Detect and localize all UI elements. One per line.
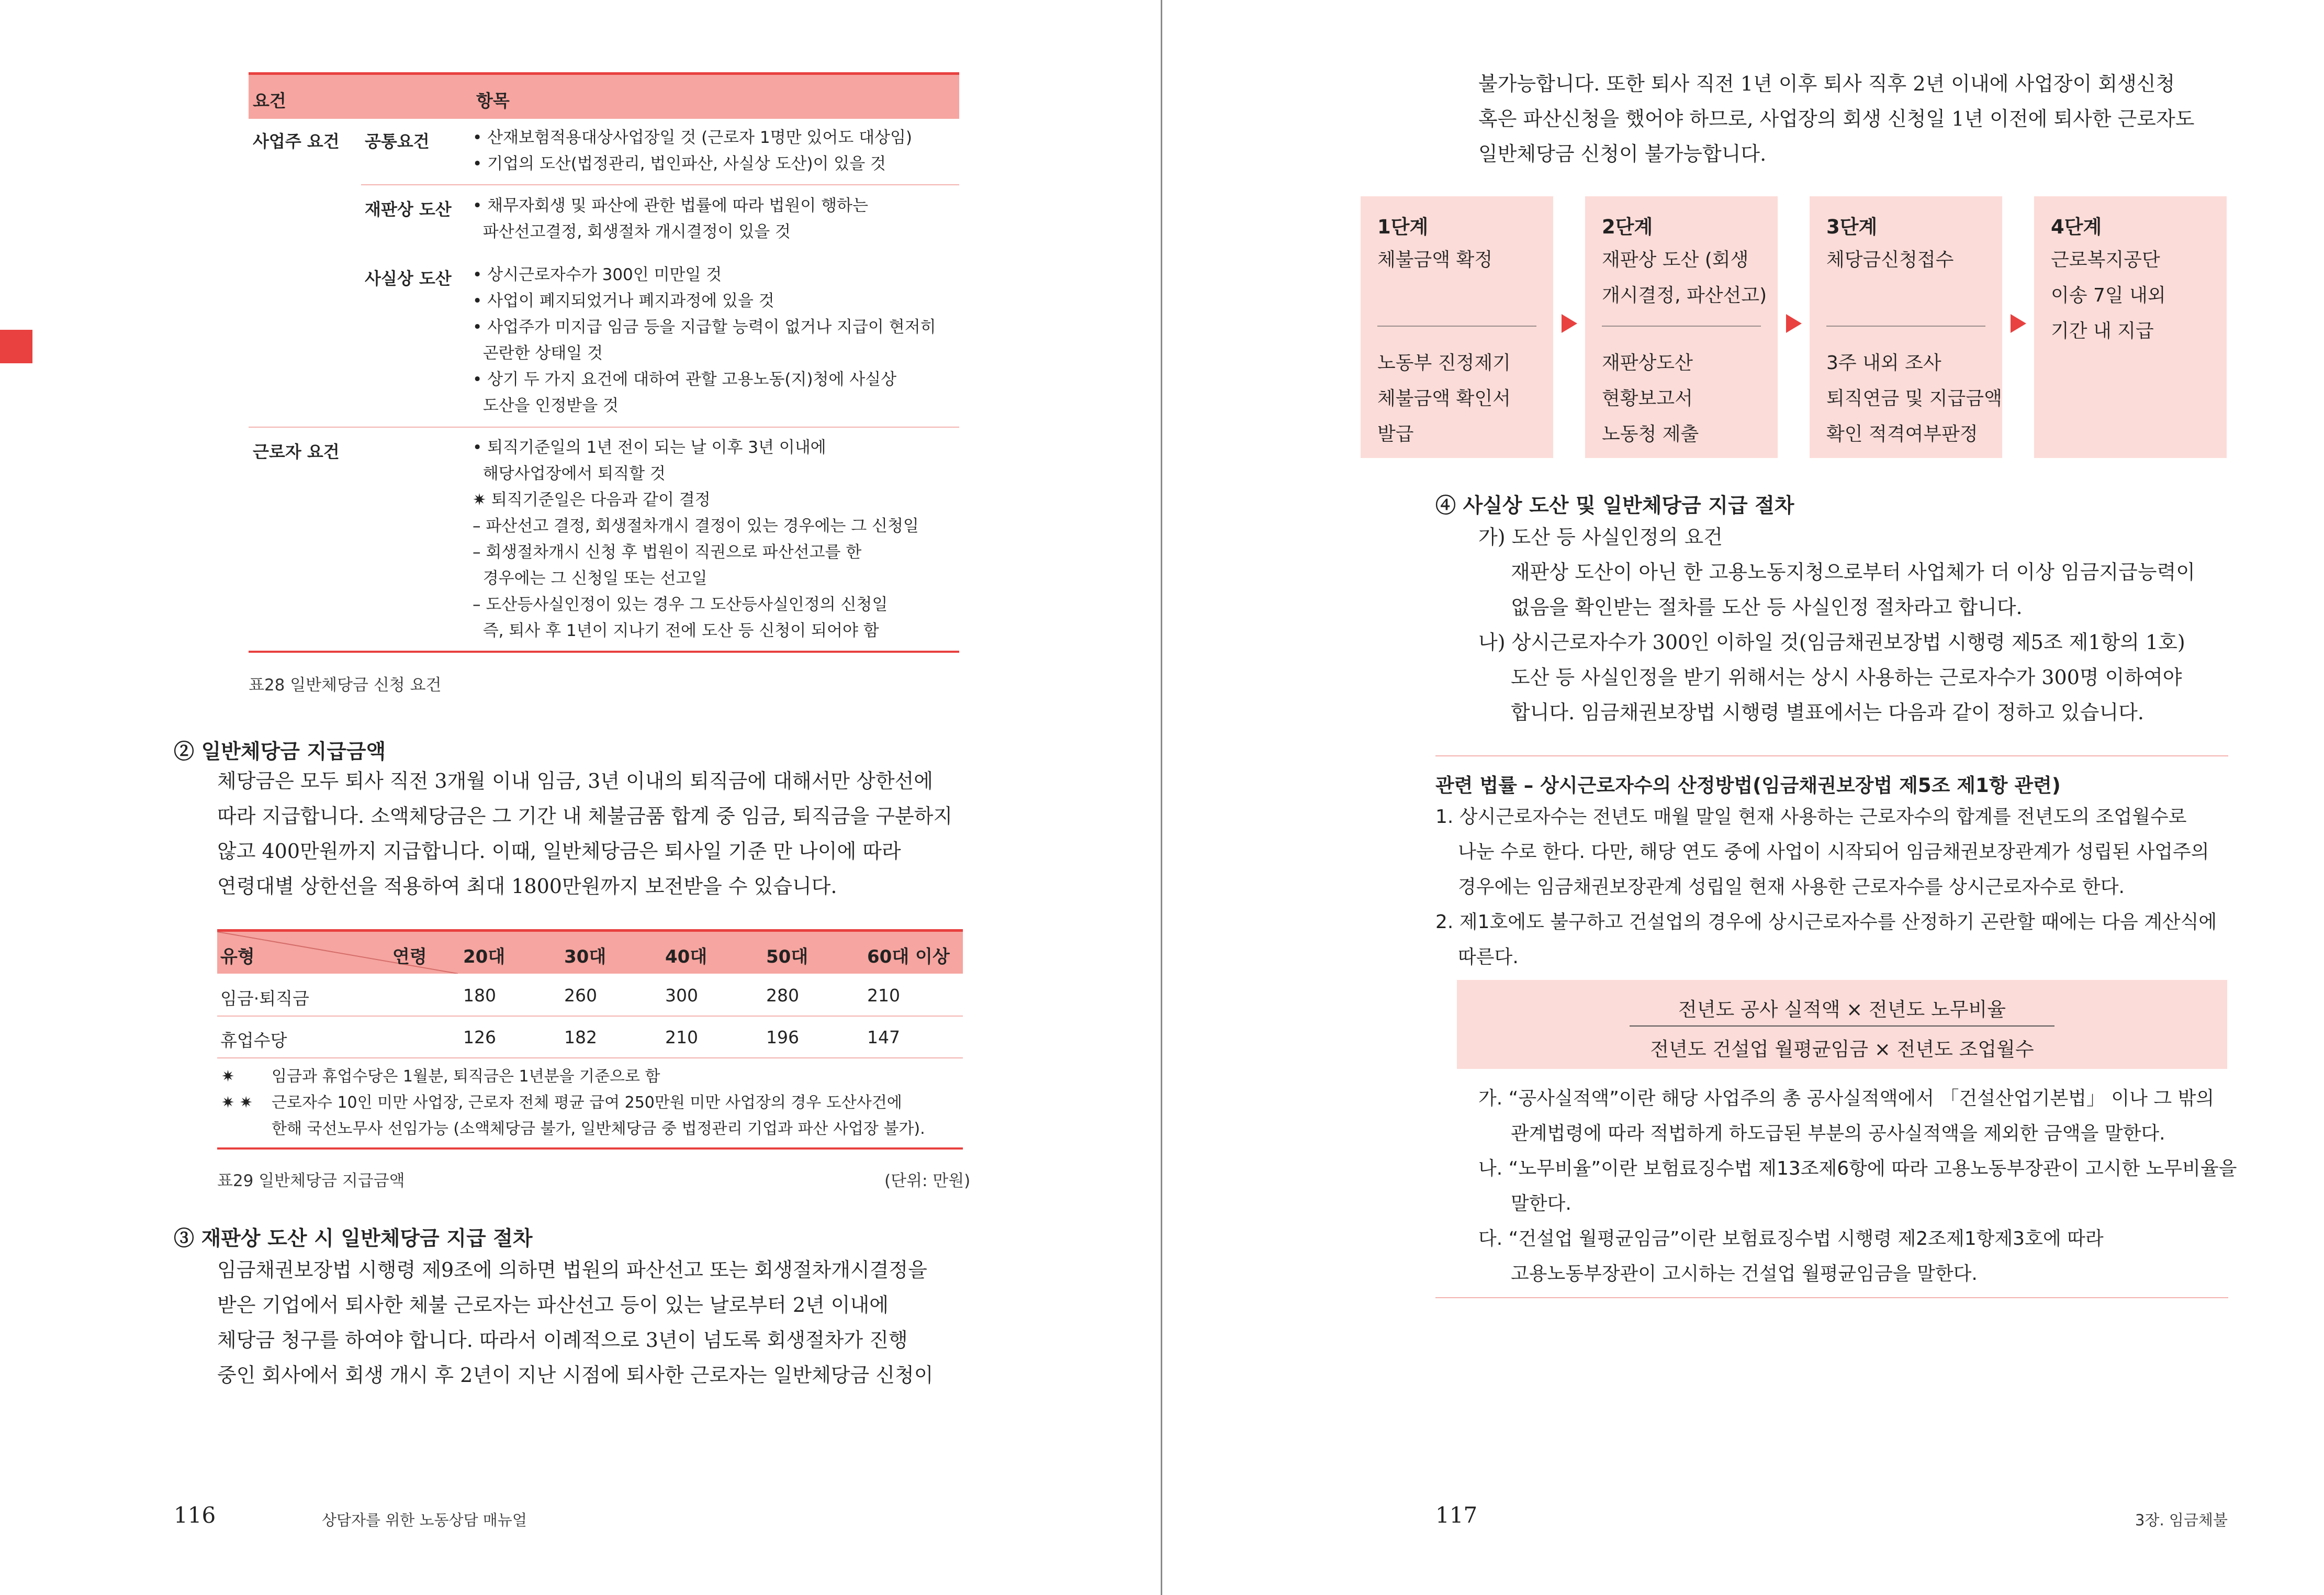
law-box-bottom-rule [1435,1297,2228,1298]
list-item: 곤란한 상태일 것 [473,344,603,363]
table-cell: 147 [867,1027,900,1047]
row-label: 휴업수당 [220,1030,287,1051]
page-divider [1161,0,1162,1595]
step-title: 3단계 [1826,216,1878,238]
table-29-bottom-rule [217,1147,963,1150]
formula-numerator: 전년도 공사 실적액 × 전년도 노무비율 [1678,998,2006,1021]
step-line: 근로복지공단 [2051,249,2160,271]
corner-age-label: 연령 [392,946,427,967]
table-29 [217,929,963,1051]
step-top-text [1826,242,1953,278]
section-3-heading: ③ 재판상 도산 시 일반체당금 지급 절차 [174,1226,533,1251]
section-4b-title: 나) 상시근로자수가 300인 이하일 것(임금채권보장법 시행령 제5조 제1항의 1호) [1478,631,2185,654]
section-2-body [217,764,952,904]
paragraph-line: 체당금 청구를 하여야 합니다. 따라서 이례적으로 3년이 넘도록 회생절차가 진행 [217,1329,908,1352]
header-items: 항목 [476,91,510,111]
paragraph-line: 2. 제1호에도 불구하고 건설업의 경우에 상시근로자수를 산정하기 곤란할 때에는 다음 계산식에 [1435,911,2217,933]
formula-fraction-bar [1630,1025,2054,1027]
step-bottom-text [1826,345,2002,452]
row-label: 임금·퇴직금 [220,988,309,1009]
step-line: 발급 [1377,423,1414,445]
list-item: • 퇴직기준일의 1년 전이 되는 날 이후 3년 이내에 [473,438,826,457]
paragraph-line: 따라 지급합니다. 소액체당금은 그 기간 내 체불금품 합계 중 임금, 퇴직금을 구분하지 [217,805,953,828]
law-box-top-rule [1435,755,2228,756]
list-item: • 사업이 폐지되었거나 폐지과정에 있을 것 [473,292,774,310]
column-header: 40대 [665,946,708,967]
table-28-header [249,72,959,119]
table-cell: 182 [564,1027,597,1047]
paragraph-line: 중인 회사에서 회생 개시 후 2년이 지난 시점에 퇴사한 근로자는 일반체당금 신청이 [217,1364,934,1387]
list-item: • 채무자회생 및 파산에 관한 법률에 따라 법원이 행하는 [473,196,868,215]
paragraph-line: 나. “노무비율”이란 보험료징수법 제13조제6항에 따라 고용노동부장관이 고시한 노무비율을 [1478,1158,2237,1179]
paragraph-line: 받은 기업에서 퇴사한 체불 근로자는 파산선고 등이 있는 날로부터 2년 이내에 [217,1293,889,1317]
step-line: 노동청 제출 [1602,423,1699,445]
table-29-unit: (단위: 만원) [884,1172,971,1190]
table-cell: 126 [463,1027,496,1047]
step-line: 확인 적격여부판정 [1826,423,1978,445]
list-item: • 상시근로자수가 300인 미만일 것 [473,265,722,284]
judicial-bankruptcy-label: 재판상 도산 [365,199,452,219]
step-separator [1377,326,1536,327]
table-29-header [217,929,963,974]
table-29-caption: 표29 일반체당금 지급금액 [217,1172,405,1190]
list-item: – 도산등사실인정이 있는 경우 그 도산등사실인정의 신청일 [473,595,888,614]
paragraph-line: 말한다. [1511,1193,1571,1214]
step-line: 이송 7일 내외 [2051,285,2166,306]
list-item: ✷ 퇴직기준일은 다음과 같이 결정 [473,490,711,509]
paragraph-line: 재판상 도산이 아닌 한 고용노동지청으로부터 사업체가 더 이상 임금지급능력이 [1511,561,2196,584]
paragraph-line: 따른다. [1458,946,1519,968]
step-top-text [1602,242,1767,314]
paragraph-line: 일반체당금 신청이 불가능합니다. [1478,142,1767,165]
arrow-right-icon [2011,314,2026,333]
step-top-text [1377,242,1492,278]
paragraph-line: 합니다. 임금채권보장법 시행령 별표에서는 다음과 같이 정하고 있습니다. [1511,701,2144,724]
arrow-right-icon [1562,314,1577,333]
list-item: 즉, 퇴사 후 1년이 지나기 전에 도산 등 신청이 되어야 함 [473,621,879,640]
step-title: 2단계 [1602,216,1653,238]
law-box-title: 관련 법률 – 상시근로자수의 산정방법(임금채권보장법 제5조 제1항 관련) [1435,774,2061,797]
step-1-box [1361,196,1553,458]
note-1-text: 임금과 휴업수당은 1월분, 퇴직금은 1년분을 기준으로 함 [272,1067,660,1086]
law-definitions [1478,1081,2237,1291]
list-item: 파산선고결정, 회생절차 개시결정이 있을 것 [473,222,791,241]
chapter-tab-marker [0,330,32,363]
paragraph-line: 가. “공사실적액”이란 해당 사업주의 총 공사실적액에서 「건설산업기본법」 이나 그 밖의 [1478,1088,2215,1109]
list-item: • 사업주가 미지급 임금 등을 지급할 능력이 없거나 지급이 현저히 [473,318,936,337]
paragraph-line: 없음을 확인받는 절차를 도산 등 사실인정 절차라고 합니다. [1511,596,2023,619]
table-cell: 300 [665,985,698,1006]
step-separator [1826,326,1985,327]
note-2-mark: ✷ ✷ [221,1094,253,1112]
step-line: 재판상도산 [1602,352,1693,374]
paragraph-line: 경우에는 임금채권보장관계 성립일 현재 사용한 근로자수를 상시근로자수로 한다. [1458,876,2125,898]
step-4-box [2034,196,2227,458]
paragraph-line: 나눈 수로 한다. 다만, 해당 연도 중에 사업이 시작되어 임금채권보장관계가 성립된 사업주의 [1458,841,2209,863]
step-line: 재판상 도산 (회생 [1602,249,1749,271]
step-line: 개시결정, 파산선고) [1602,285,1767,306]
column-header: 30대 [564,946,607,967]
paragraph-line: 고용노동부장관이 고시하는 건설업 월평균임금을 말한다. [1511,1263,1978,1285]
step-top-text [2051,242,2166,349]
defacto-bankruptcy-items [473,262,936,419]
paragraph-line: 임금채권보장법 시행령 제9조에 의하면 법원의 파산선고 또는 회생절차개시결정을 [217,1258,927,1281]
list-item: – 파산선고 결정, 회생절차개시 결정이 있는 경우에는 그 신청일 [473,517,919,536]
formula-box [1457,980,2227,1069]
step-3-box [1810,196,2002,458]
list-item: – 회생절차개시 신청 후 법원이 직권으로 파산선고를 한 [473,543,862,562]
note-2-text: 한해 국선노무사 선임가능 (소액체당금 불가, 일반체당금 중 법정관리 기업과 파산 사업장 불가). [272,1120,925,1138]
column-header: 50대 [766,946,809,967]
corner-type-label: 유형 [220,946,255,967]
common-requirement-label: 공통요건 [365,131,430,151]
arrow-right-icon [1786,314,1802,333]
column-header: 20대 [463,946,506,967]
table-28-bottom-rule [249,651,959,653]
judicial-bankruptcy-items [473,193,868,245]
table-cell: 210 [665,1027,698,1047]
list-item: • 산재보험적용대상사업장일 것 (근로자 1명만 있어도 대상임) [473,128,913,147]
table-28 [249,72,959,119]
table-cell: 260 [564,985,597,1006]
table-cell: 280 [766,985,799,1006]
section-4b-body [1511,660,2182,730]
step-line: 기간 내 지급 [2051,320,2154,342]
section-4a-body [1511,555,2195,625]
paragraph-line: 관계법령에 따라 적법하게 하도급된 부분의 공사실적액을 제외한 금액을 말한다. [1511,1123,2165,1144]
step-line: 퇴직연금 및 지급금액 [1826,388,2002,409]
running-title-right: 3장. 임금체불 [2135,1511,2228,1529]
page-number-right: 117 [1435,1502,1478,1528]
step-title: 4단계 [2051,216,2102,238]
section-4a-title: 가) 도산 등 사실인정의 요건 [1478,526,1723,549]
law-item-1 [1435,799,2217,975]
section-4-heading: ④ 사실상 도산 및 일반체당금 지급 절차 [1435,494,1794,518]
section-3-body [217,1253,933,1393]
column-header: 60대 이상 [867,946,950,967]
row-rule [361,184,959,185]
step-line: 체당금신청접수 [1826,249,1954,271]
employer-requirement-label: 사업주 요건 [253,131,340,151]
paragraph-line: 불가능합니다. 또한 퇴사 직전 1년 이후 퇴사 직후 2년 이내에 사업장이 회생신청 [1478,72,2175,95]
step-2-box [1585,196,1778,458]
paragraph-line: 1. 상시근로자수는 전년도 매월 말일 현재 사용하는 근로자수의 합계를 전년도의 조업월수로 [1435,806,2187,828]
paragraph-line: 도산 등 사실인정을 받기 위해서는 상시 사용하는 근로자수가 300명 이하여야 [1511,666,2182,689]
paragraph-line: 연령대별 상한선을 적용하여 최대 1800만원까지 보전받을 수 있습니다. [217,875,837,898]
list-item: • 기업의 도산(법정관리, 법인파산, 사실상 도산)이 있을 것 [473,154,886,173]
page-number-left: 116 [174,1502,216,1528]
step-line: 체불금액 확인서 [1377,388,1511,409]
table-cell: 180 [463,985,496,1006]
note-2-text: 근로자수 10인 미만 사업장, 근로자 전체 평균 급여 250만원 미만 사업장의 경우 도산사건에 [272,1094,902,1112]
section-2-heading: ② 일반체당금 지급금액 [174,740,386,764]
step-bottom-text [1602,345,1699,452]
step-line: 체불금액 확정 [1377,249,1493,271]
step-line: 3주 내외 조사 [1826,352,1941,374]
table-28-caption: 표28 일반체당금 신청 요건 [249,676,442,695]
intro-paragraph [1478,66,2194,172]
paragraph-line: 혹은 파산신청을 했어야 하므로, 사업장의 회생 신청일 1년 이전에 퇴사한 근로자도 [1478,107,2195,130]
step-separator [1602,326,1761,327]
list-item: • 상기 두 가지 요건에 대하여 관할 고용노동(지)청에 사실상 [473,370,897,389]
worker-requirement-label: 근로자 요건 [253,442,340,462]
step-line: 현황보고서 [1602,388,1693,409]
list-item: 해당사업장에서 퇴직할 것 [473,464,666,483]
step-title: 1단계 [1377,216,1429,238]
common-requirement-items [473,125,912,177]
running-title-left: 상담자를 위한 노동상담 매뉴얼 [322,1511,527,1529]
formula-denominator: 전년도 건설업 월평균임금 × 전년도 조업월수 [1650,1038,2034,1061]
table-cell: 196 [766,1027,799,1047]
paragraph-line: 다. “건설업 월평균임금”이란 보험료징수법 시행령 제2조제1항제3호에 따라 [1478,1228,2104,1250]
paragraph-line: 체당금은 모두 퇴사 직전 3개월 이내 임금, 3년 이내의 퇴직금에 대해서만 상한선에 [217,769,933,793]
table-row [217,1016,963,1058]
header-requirement: 요건 [253,91,286,111]
worker-requirement-items [473,434,919,644]
row-rule [249,427,959,428]
table-row [217,974,963,1017]
note-1-mark: ✷ [221,1067,235,1086]
step-bottom-text [1377,345,1511,452]
list-item: 경우에는 그 신청일 또는 선고일 [473,569,708,588]
paragraph-line: 않고 400만원까지 지급합니다. 이때, 일반체당금은 퇴사일 기준 만 나이에 따라 [217,840,901,863]
table-cell: 210 [867,985,900,1006]
list-item: 도산을 인정받을 것 [473,396,619,415]
defacto-bankruptcy-label: 사실상 도산 [365,269,452,288]
step-line: 노동부 진정제기 [1377,352,1511,374]
